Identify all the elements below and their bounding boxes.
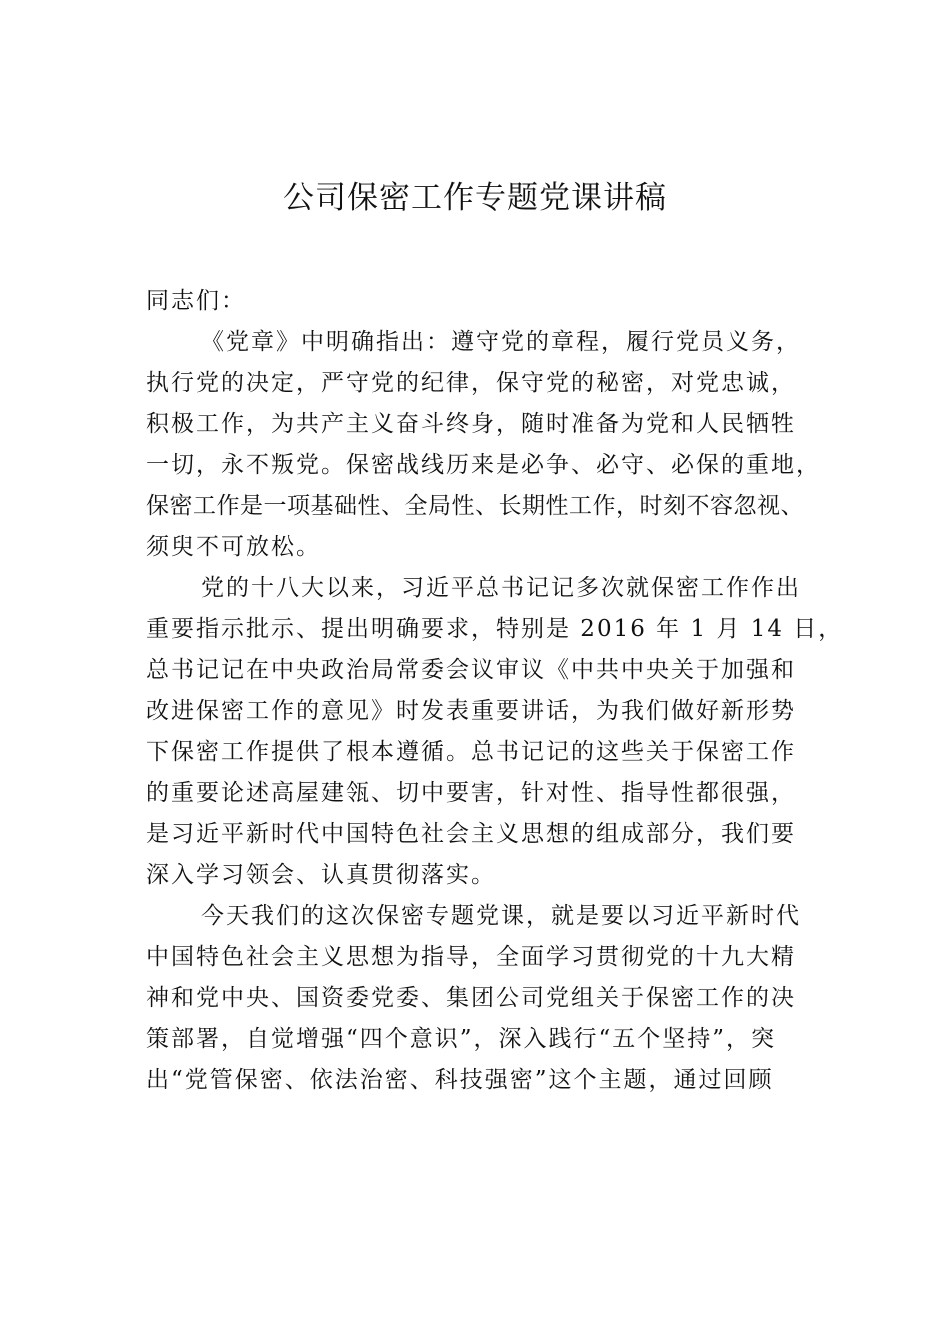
paragraph-2-line-8: 深入学习领会、认真贯彻落实。 [146,862,496,888]
paragraph-2-line-2: 重要指示批示、提出明确要求，特别是 2016 年 1 月 14 日， [146,616,844,642]
paragraph-1-line-5: 保密工作是一项基础性、全局性、长期性工作，时刻不容忽视、 [146,493,804,519]
salutation: 同志们： [146,288,246,314]
paragraph-1-line-2: 执行党的决定，严守党的纪律，保守党的秘密，对党忠诚， [146,370,796,396]
paragraph-1-line-6: 须臾不可放松。 [146,534,321,560]
paragraph-3-line-2: 中国特色社会主义思想为指导，全面学习贯彻党的十九大精 [146,944,796,970]
paragraph-2-line-1: 党的十八大以来，习近平总书记记多次就保密工作作出 [201,575,801,601]
paragraph-3-line-5: 出“党管保密、依法治密、科技强密”这个主题，通过回顾 [146,1067,774,1093]
paragraph-2-line-3: 总书记记在中央政治局常委会议审议《中共中央关于加强和 [146,657,796,683]
paragraph-3-line-4: 策部署，自觉增强“四个意识”，深入践行“五个坚持”，突 [146,1026,777,1052]
document-title: 公司保密工作专题党课讲稿 [283,180,667,216]
paragraph-2-line-4: 改进保密工作的意见》时发表重要讲话，为我们做好新形势 [146,698,796,724]
paragraph-2-line-6: 的重要论述高屋建瓴、切中要害，针对性、指导性都很强， [146,780,796,806]
document-body [146,281,844,1101]
paragraph-1-line-3: 积极工作，为共产主义奋斗终身，随时准备为党和人民牺牲 [146,411,796,437]
paragraph-2-line-7: 是习近平新时代中国特色社会主义思想的组成部分，我们要 [146,821,796,847]
paragraph-3-line-3: 神和党中央、国资委党委、集团公司党组关于保密工作的决 [146,985,796,1011]
paragraph-1-line-1: 《党章》中明确指出：遵守党的章程，履行党员义务， [201,329,801,355]
paragraph-1-line-4: 一切，永不叛党。保密战线历来是必争、必守、必保的重地， [146,452,821,478]
paragraph-2-line-5: 下保密工作提供了根本遵循。总书记记的这些关于保密工作 [146,739,796,765]
paragraph-3-line-1: 今天我们的这次保密专题党课，就是要以习近平新时代 [201,903,801,929]
